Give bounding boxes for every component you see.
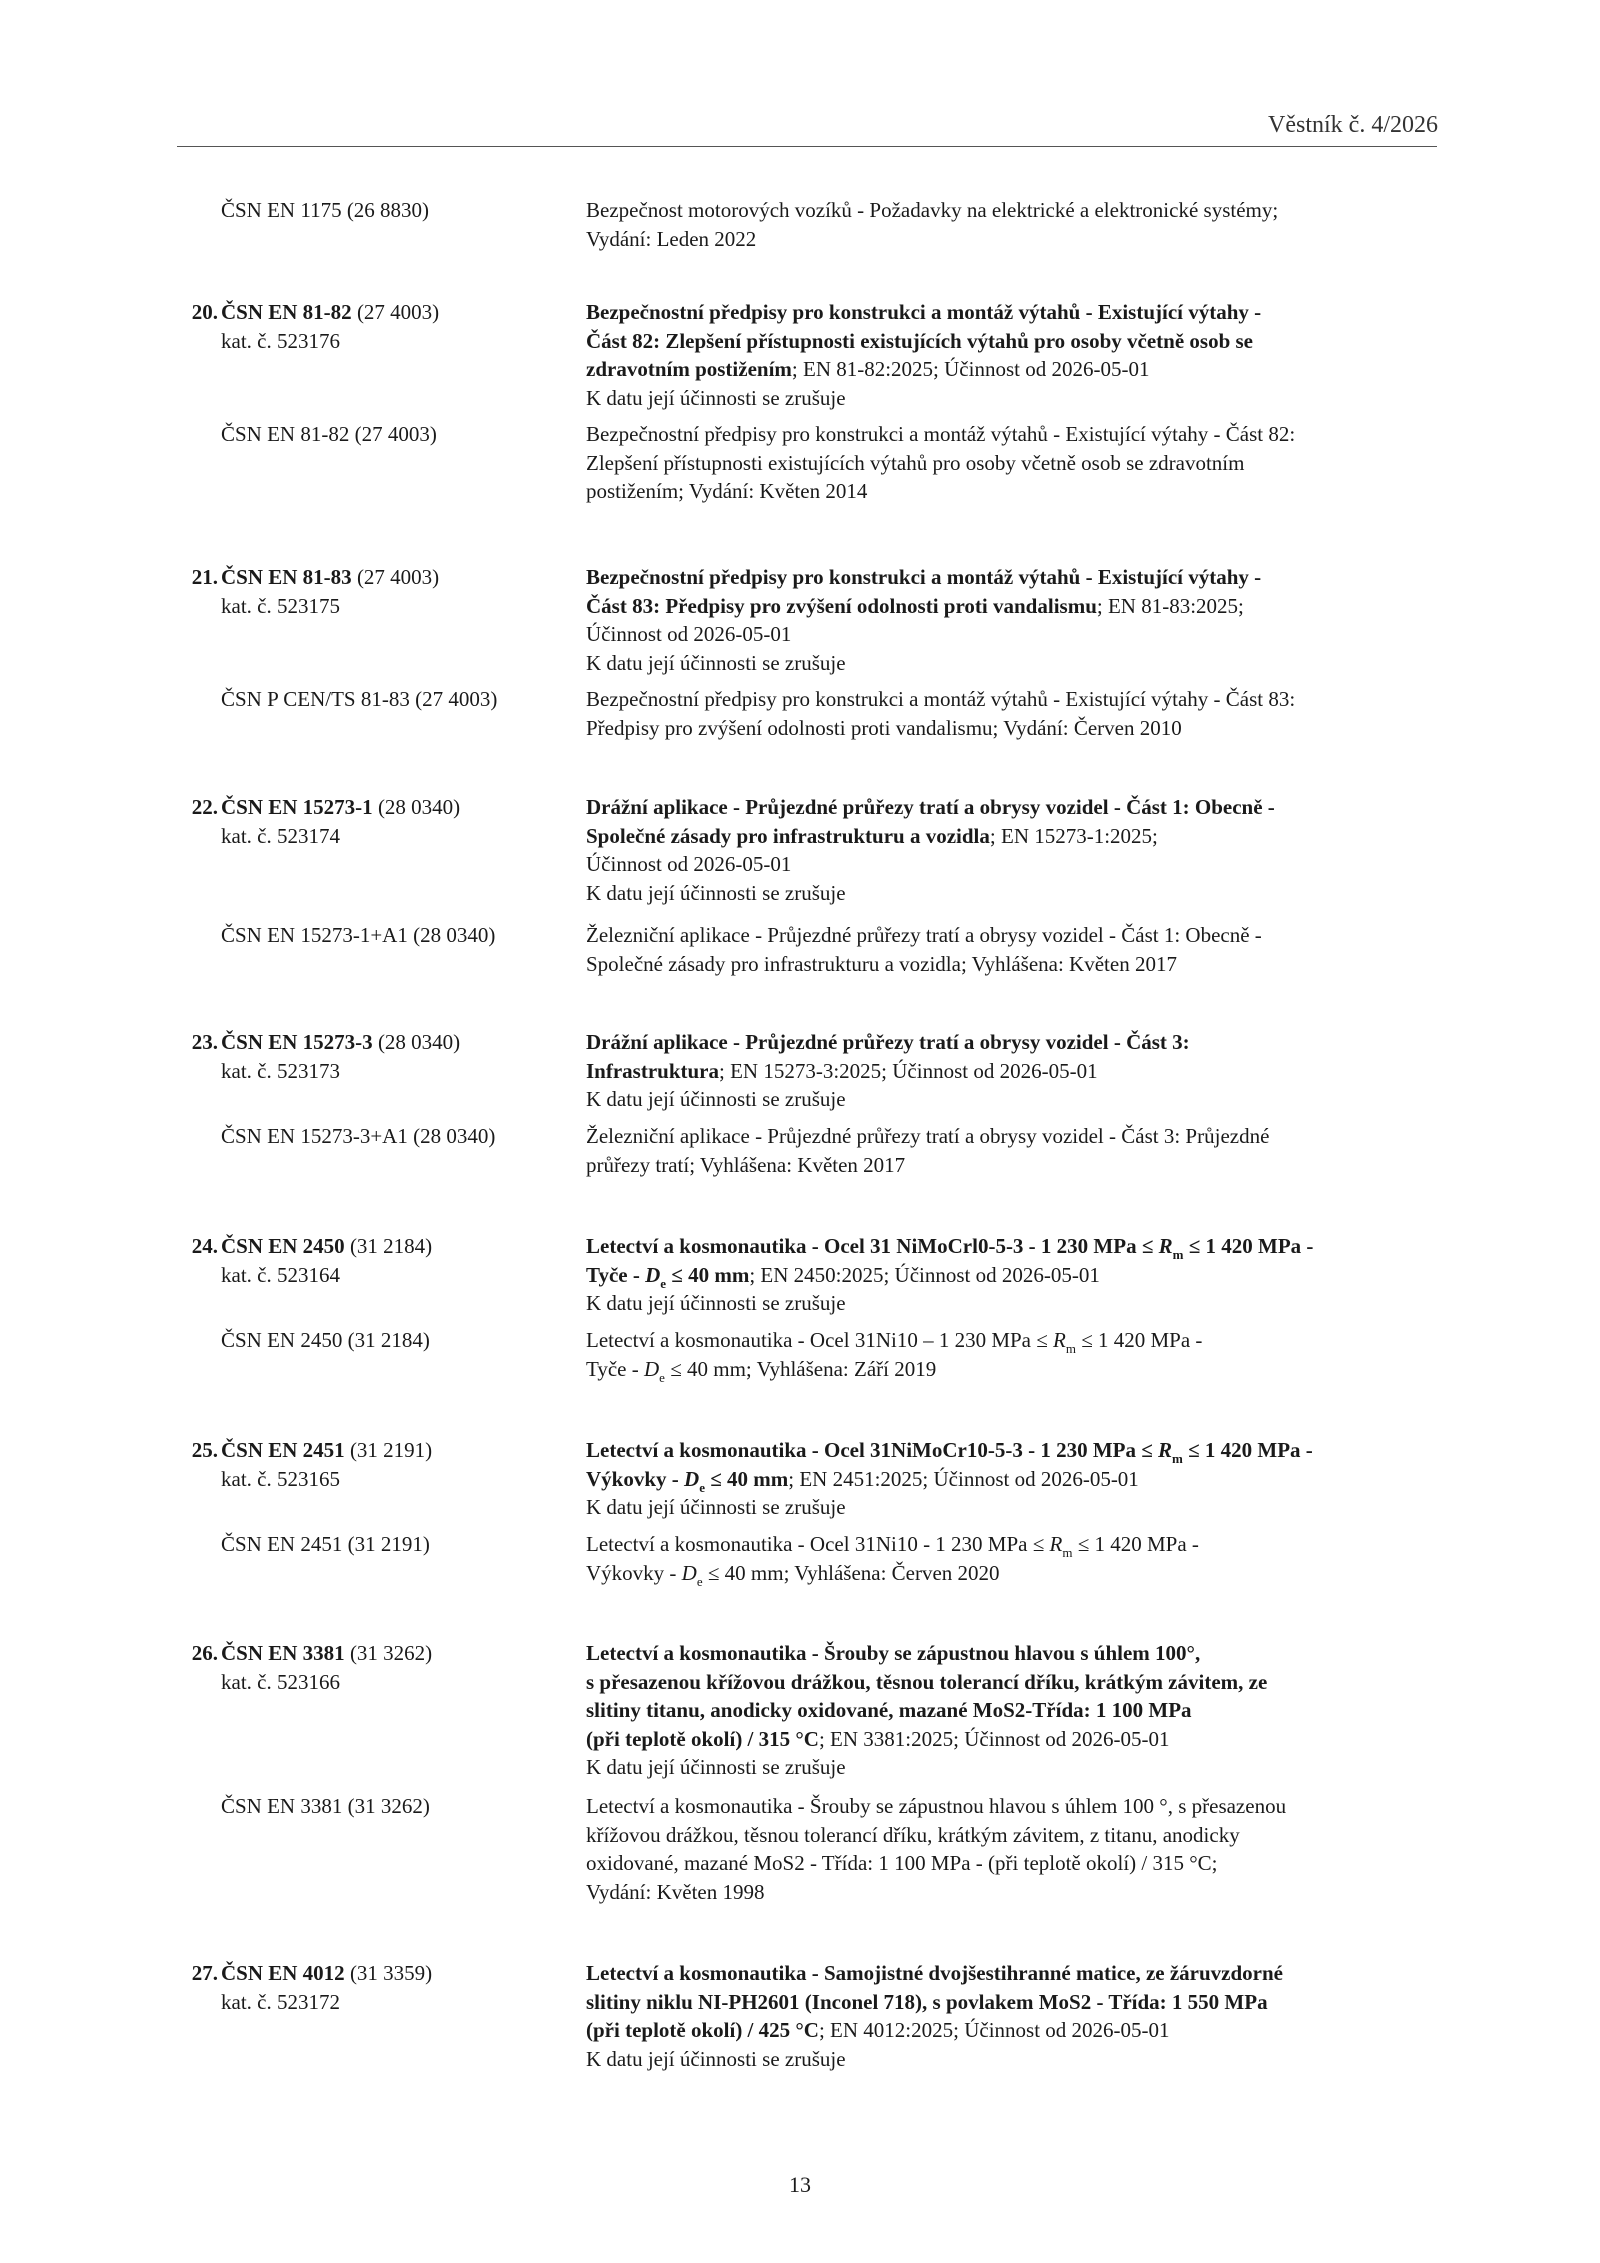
standard-code xyxy=(221,1530,430,1559)
withdrawn-standard-entry xyxy=(0,196,1600,253)
description-line xyxy=(586,2016,1466,2045)
text-run: oxidované, mazané MoS2 - Třída: 1 100 MPa - (při teplotě okolí) / 315 °C; xyxy=(586,1851,1218,1875)
description-line xyxy=(586,1436,1466,1465)
entry-number: 25. xyxy=(191,1438,218,1462)
text-run: K datu její účinnosti se zrušuje xyxy=(586,650,846,675)
description-line xyxy=(586,355,1466,384)
entry-number: 23. xyxy=(191,1030,218,1054)
description-line xyxy=(586,1725,1466,1754)
text-run: Letectví a kosmonautika - Šrouby se zápustnou hlavou s úhlem 100°, xyxy=(586,1641,1201,1665)
description-line xyxy=(586,714,1466,743)
standard-designation xyxy=(221,420,437,449)
standard-description xyxy=(586,1232,1466,1318)
description-line xyxy=(586,1085,1466,1114)
text-run: D xyxy=(644,1356,660,1381)
standard-designation xyxy=(221,1639,432,1696)
text-run: R xyxy=(1049,1532,1063,1556)
standard-description xyxy=(586,196,1466,253)
text-run: Tyče - xyxy=(586,1356,644,1381)
text-run: ≤ 1 420 MPa - xyxy=(1183,1234,1314,1258)
standard-code xyxy=(221,196,429,225)
text-run: e xyxy=(699,1479,705,1495)
description-line xyxy=(586,921,1466,950)
text-run: K datu její účinnosti se zrušuje xyxy=(586,1495,846,1519)
text-run: průřezy tratí; Vyhlášena: Květen 2017 xyxy=(586,1152,906,1177)
text-run: D xyxy=(684,1466,700,1491)
standard-code xyxy=(221,1792,430,1821)
text-run: K datu její účinnosti se zrušuje xyxy=(586,880,846,905)
text-run: ČSN EN 2451 xyxy=(221,1438,345,1462)
text-run: (27 4003) xyxy=(351,565,440,589)
standard-designation xyxy=(221,1959,432,2016)
text-run: R xyxy=(1053,1328,1066,1352)
description-line xyxy=(586,1696,1466,1725)
text-run: (31 2191) xyxy=(344,1438,433,1462)
withdrawn-standard-entry xyxy=(0,420,1600,506)
text-run: e xyxy=(660,1275,667,1291)
text-run: D xyxy=(681,1560,697,1585)
standard-description xyxy=(586,420,1466,506)
text-run: ≤ 40 mm xyxy=(704,1466,789,1491)
text-run: Část 82: Zlepšení přístupnosti existujících výtahů pro osoby včetně osob se xyxy=(586,328,1253,353)
text-run: ČSN EN 3381 (31 3262) xyxy=(221,1794,430,1818)
text-run: Účinnost od 2026-05-01 xyxy=(586,622,792,646)
text-run: ; EN 81-83:2025; xyxy=(1096,593,1244,618)
text-run: ≤ 1 420 MPa - xyxy=(1182,1438,1313,1462)
text-run: Výkovky - xyxy=(586,1560,682,1585)
description-line xyxy=(586,420,1466,449)
text-run: ČSN EN 1175 (26 8830) xyxy=(221,198,430,222)
text-run: R xyxy=(1158,1234,1173,1258)
text-run: Bezpečnostní předpisy pro konstrukci a montáž výtahů - Existující výtahy - xyxy=(586,565,1262,589)
text-run: D xyxy=(645,1262,661,1287)
standard-code xyxy=(221,563,439,592)
text-run: ; EN 81-82:2025; Účinnost od 2026-05-01 xyxy=(791,357,1150,381)
description-line xyxy=(586,1493,1466,1522)
text-run: Bezpečnost motorových vozíků - Požadavky na elektrické a elektronické systémy; xyxy=(586,198,1279,222)
description-line xyxy=(586,449,1466,478)
text-run: ; EN 2450:2025; Účinnost od 2026-05-01 xyxy=(749,1262,1100,1287)
text-run: ČSN EN 81-82 (27 4003) xyxy=(221,422,437,446)
text-run: s přesazenou křížovou drážkou, těsnou tolerancí dříku, krátkým závitem, ze xyxy=(586,1669,1268,1694)
text-run: (28 0340) xyxy=(372,795,461,819)
text-run: Část 83: Předpisy pro zvýšení odolnosti proti vandalismu xyxy=(586,593,1097,618)
text-run: Společné zásady pro infrastrukturu a vozidla; Vyhlášena: Květen 2017 xyxy=(586,951,1177,976)
text-run: ; EN 15273-1:2025; xyxy=(989,823,1158,848)
withdrawn-standard-entry xyxy=(0,685,1600,742)
text-run: Zlepšení přístupnosti existujících výtahů pro osoby včetně osob se zdravotním xyxy=(586,450,1245,475)
text-run: ČSN EN 2450 xyxy=(221,1234,345,1258)
text-run: křížovou drážkou, těsnou tolerancí dříku, krátkým závitem, z titanu, anodicky xyxy=(586,1822,1240,1847)
description-line xyxy=(586,822,1466,851)
standard-code xyxy=(221,1436,432,1465)
text-run: Vydání: Květen 1998 xyxy=(586,1879,765,1904)
text-run: Bezpečnostní předpisy pro konstrukci a montáž výtahů - Existující výtahy - xyxy=(586,300,1262,324)
text-run: ČSN EN 81-83 xyxy=(221,565,352,589)
standard-designation xyxy=(221,1122,495,1151)
description-line xyxy=(586,685,1466,714)
text-run: ČSN EN 2451 (31 2191) xyxy=(221,1532,430,1556)
standard-designation xyxy=(221,563,439,620)
description-line xyxy=(586,592,1466,621)
description-line xyxy=(586,1668,1466,1697)
description-line xyxy=(586,1849,1466,1878)
text-run: (při teplotě okolí) / 315 °C xyxy=(586,1726,819,1751)
text-run: ČSN EN 15273-1+A1 (28 0340) xyxy=(221,923,496,947)
text-run: K datu její účinnosti se zrušuje xyxy=(586,1087,846,1111)
description-line xyxy=(586,620,1466,649)
standard-designation xyxy=(221,1232,432,1289)
description-line xyxy=(586,793,1466,822)
standard-code xyxy=(221,685,497,714)
withdrawn-standard-entry xyxy=(0,1530,1600,1587)
standard-description xyxy=(586,1792,1466,1906)
text-run: postižením; Vydání: Květen 2014 xyxy=(586,479,868,503)
standard-code xyxy=(221,420,437,449)
text-run: m xyxy=(1172,1247,1184,1262)
new-standard-entry xyxy=(0,1232,1600,1318)
description-line xyxy=(586,1151,1466,1180)
standard-description xyxy=(586,1639,1466,1782)
text-run: ČSN EN 15273-3+A1 (28 0340) xyxy=(221,1124,496,1148)
text-run: Společné zásady pro infrastrukturu a vozidla xyxy=(586,823,990,848)
text-run: ≤ 40 mm; Vyhlášena: Září 2019 xyxy=(664,1356,937,1381)
new-standard-entry xyxy=(0,1028,1600,1114)
text-run: ČSN EN 81-82 xyxy=(221,300,352,324)
catalog-number: kat. č. 523165 xyxy=(221,1466,340,1491)
standard-code xyxy=(221,1639,432,1668)
standard-description xyxy=(586,921,1466,978)
text-run: ČSN EN 2450 (31 2184) xyxy=(221,1328,430,1352)
text-run: ČSN EN 15273-3 xyxy=(221,1030,373,1054)
standard-description xyxy=(586,685,1466,742)
description-line xyxy=(586,1753,1466,1782)
text-run: ČSN P CEN/TS 81-83 (27 4003) xyxy=(221,687,498,711)
description-line xyxy=(586,1057,1466,1086)
text-run: ČSN EN 3381 xyxy=(221,1641,345,1665)
standard-designation xyxy=(221,793,460,850)
standard-designation xyxy=(221,921,495,950)
standard-code xyxy=(221,1028,460,1057)
entry-number: 27. xyxy=(191,1961,218,1985)
text-run: e xyxy=(696,1573,703,1589)
standard-designation xyxy=(221,685,497,714)
description-line xyxy=(586,1326,1466,1355)
entry-number: 21. xyxy=(191,565,218,589)
standard-code xyxy=(221,793,460,822)
description-line xyxy=(586,1821,1466,1850)
description-line xyxy=(586,1559,1466,1588)
standard-code xyxy=(221,1232,432,1261)
text-run: ; EN 2451:2025; Účinnost od 2026-05-01 xyxy=(788,1466,1139,1491)
standard-description xyxy=(586,1959,1466,2073)
standard-designation xyxy=(221,1326,430,1355)
text-run: Vydání: Leden 2022 xyxy=(586,226,757,251)
description-line xyxy=(586,1122,1466,1151)
description-line xyxy=(586,879,1466,908)
description-line xyxy=(586,1792,1466,1821)
text-run: Předpisy pro zvýšení odolnosti proti vandalismu; Vydání: Červen 2010 xyxy=(586,715,1182,740)
text-run: (při teplotě okolí) / 425 °C xyxy=(586,2018,819,2042)
text-run: K datu její účinnosti se zrušuje xyxy=(586,1291,846,1315)
description-line xyxy=(586,1988,1466,2017)
entry-number: 26. xyxy=(191,1641,218,1665)
text-run: Letectví a kosmonautika - Ocel 31Ni10 - 1 230 MPa ≤ xyxy=(586,1532,1050,1556)
text-run: ≤ 40 mm; Vyhlášena: Červen 2020 xyxy=(702,1560,1000,1585)
text-run: K datu její účinnosti se zrušuje xyxy=(586,385,846,410)
text-run: ČSN EN 15273-1 xyxy=(221,795,373,819)
text-run: (31 3262) xyxy=(344,1641,433,1665)
text-run: Infrastruktura xyxy=(586,1058,720,1083)
new-standard-entry xyxy=(0,298,1600,412)
description-line xyxy=(586,384,1466,413)
description-line xyxy=(586,1261,1466,1290)
text-run: Bezpečnostní předpisy pro konstrukci a montáž výtahů - Existující výtahy - Část 83: xyxy=(586,687,1296,711)
entry-number: 24. xyxy=(191,1234,218,1258)
text-run: Drážní aplikace - Průjezdné průřezy tratí a obrysy vozidel - Část 3: xyxy=(586,1030,1190,1054)
description-line xyxy=(586,850,1466,879)
catalog-number: kat. č. 523172 xyxy=(221,1989,340,2014)
withdrawn-standard-entry xyxy=(0,1326,1600,1383)
description-line xyxy=(586,2045,1466,2074)
catalog-number: kat. č. 523175 xyxy=(221,593,340,618)
standard-description xyxy=(586,563,1466,677)
text-run: Letectví a kosmonautika - Ocel 31 NiMoCrl0-5-3 - 1 230 MPa ≤ xyxy=(586,1234,1159,1258)
description-line xyxy=(586,1639,1466,1668)
text-run: ≤ 40 mm xyxy=(666,1262,750,1287)
entry-number: 22. xyxy=(191,795,218,819)
description-line xyxy=(586,1355,1466,1384)
standard-description xyxy=(586,1028,1466,1114)
description-line xyxy=(586,477,1466,506)
text-run: ; EN 4012:2025; Účinnost od 2026-05-01 xyxy=(818,2018,1170,2042)
bulletin-header-title: Věstník č. 4/2026 xyxy=(1268,112,1438,138)
standard-description xyxy=(586,793,1466,907)
description-line xyxy=(586,563,1466,592)
withdrawn-standard-entry xyxy=(0,1792,1600,1906)
text-run: ; EN 15273-3:2025; Účinnost od 2026-05-01 xyxy=(719,1058,1098,1083)
standard-code xyxy=(221,298,439,327)
standard-description xyxy=(586,1326,1466,1383)
standard-code xyxy=(221,1959,432,1988)
description-line xyxy=(586,1959,1466,1988)
text-run: m xyxy=(1065,1341,1076,1356)
text-run: Letectví a kosmonautika - Ocel 31Ni10 – 1 230 MPa ≤ xyxy=(586,1328,1054,1352)
standard-designation xyxy=(221,1028,460,1085)
catalog-number: kat. č. 523173 xyxy=(221,1058,340,1083)
catalog-number: kat. č. 523164 xyxy=(221,1262,340,1287)
description-line xyxy=(586,1465,1466,1494)
text-run: Tyče - xyxy=(586,1262,646,1287)
new-standard-entry xyxy=(0,1959,1600,2073)
text-run: ≤ 1 420 MPa - xyxy=(1072,1532,1199,1556)
text-run: (28 0340) xyxy=(372,1030,461,1054)
text-run: Letectví a kosmonautika - Šrouby se zápustnou hlavou s úhlem 100 °, s přesazenou xyxy=(586,1794,1287,1818)
catalog-number: kat. č. 523176 xyxy=(221,328,340,353)
new-standard-entry xyxy=(0,1639,1600,1782)
text-run: K datu její účinnosti se zrušuje xyxy=(586,2046,846,2071)
header-divider xyxy=(177,146,1437,147)
text-run: zdravotním postižením xyxy=(586,357,792,381)
text-run: ≤ 1 420 MPa - xyxy=(1075,1328,1203,1352)
text-run: (31 3359) xyxy=(344,1961,433,1985)
description-line xyxy=(586,225,1466,254)
description-line xyxy=(586,1878,1466,1907)
description-line xyxy=(586,950,1466,979)
new-standard-entry xyxy=(0,1436,1600,1522)
new-standard-entry xyxy=(0,793,1600,907)
catalog-number: kat. č. 523166 xyxy=(221,1669,340,1694)
text-run: m xyxy=(1062,1545,1073,1560)
text-run: Železniční aplikace - Průjezdné průřezy tratí a obrysy vozidel - Část 3: Průjezdné xyxy=(586,1124,1270,1148)
text-run: ; EN 3381:2025; Účinnost od 2026-05-01 xyxy=(818,1726,1170,1751)
standard-designation xyxy=(221,1530,430,1559)
text-run: Letectví a kosmonautika - Ocel 31NiMoCr10-5-3 - 1 230 MPa ≤ xyxy=(586,1438,1159,1462)
text-run: m xyxy=(1172,1451,1183,1466)
standard-description xyxy=(586,1530,1466,1587)
withdrawn-standard-entry xyxy=(0,921,1600,978)
page-number: 13 xyxy=(789,2172,811,2197)
text-run: Letectví a kosmonautika - Samojistné dvojšestihranné matice, ze žáruvzdorné xyxy=(586,1961,1283,1985)
text-run: Bezpečnostní předpisy pro konstrukci a montáž výtahů - Existující výtahy - Část 82: xyxy=(586,422,1296,446)
description-line xyxy=(586,196,1466,225)
text-run: Výkovky - xyxy=(586,1466,685,1491)
new-standard-entry xyxy=(0,563,1600,677)
catalog-number: kat. č. 523174 xyxy=(221,823,340,848)
entry-number: 20. xyxy=(191,300,218,324)
standard-description xyxy=(586,298,1466,412)
text-run: ČSN EN 4012 xyxy=(221,1961,345,1985)
description-line xyxy=(586,298,1466,327)
text-run: K datu její účinnosti se zrušuje xyxy=(586,1755,846,1779)
standard-designation xyxy=(221,298,439,355)
description-line xyxy=(586,649,1466,678)
standard-designation xyxy=(221,196,429,225)
standard-designation xyxy=(221,1792,430,1821)
standard-designation xyxy=(221,1436,432,1493)
text-run: slitiny niklu NI-PH2601 (Inconel 718), s povlakem MoS2 - Třída: 1 550 MPa xyxy=(586,1989,1268,2014)
withdrawn-standard-entry xyxy=(0,1122,1600,1179)
text-run: (27 4003) xyxy=(351,300,440,324)
text-run: R xyxy=(1158,1438,1173,1462)
text-run: Drážní aplikace - Průjezdné průřezy tratí a obrysy vozidel - Část 1: Obecně - xyxy=(586,795,1275,819)
description-line xyxy=(586,1530,1466,1559)
description-line xyxy=(586,1028,1466,1057)
text-run: slitiny titanu, anodicky oxidované, mazané MoS2-Třída: 1 100 MPa xyxy=(586,1698,1192,1722)
description-line xyxy=(586,1232,1466,1261)
standard-code xyxy=(221,1122,495,1151)
standard-description xyxy=(586,1122,1466,1179)
standard-code xyxy=(221,921,495,950)
description-line xyxy=(586,327,1466,356)
text-run: e xyxy=(659,1369,665,1385)
text-run: Železniční aplikace - Průjezdné průřezy tratí a obrysy vozidel - Část 1: Obecně - xyxy=(586,923,1262,947)
description-line xyxy=(586,1289,1466,1318)
standard-description xyxy=(586,1436,1466,1522)
text-run: Účinnost od 2026-05-01 xyxy=(586,852,792,876)
text-run: (31 2184) xyxy=(344,1234,433,1258)
standard-code xyxy=(221,1326,430,1355)
